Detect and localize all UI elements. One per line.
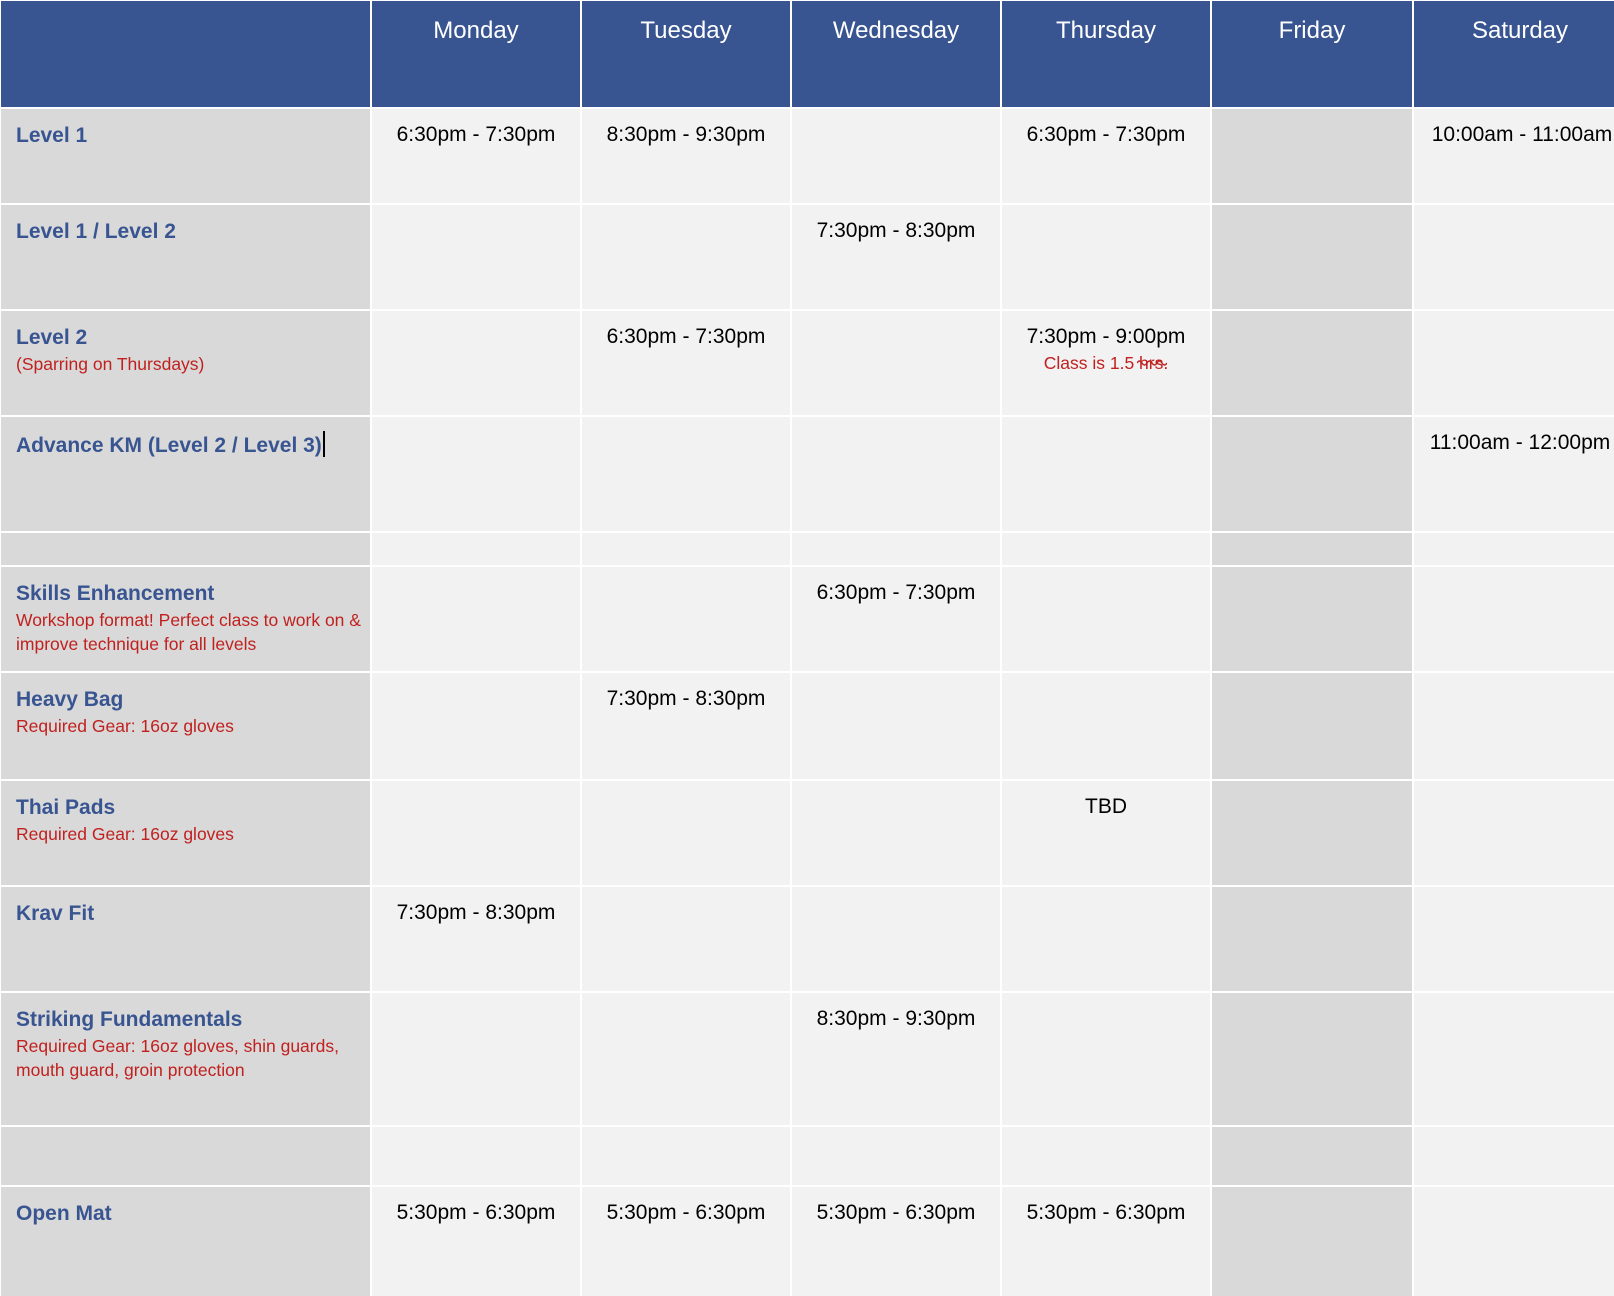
time-value: 7:30pm - 9:00pm <box>1026 325 1186 348</box>
empty-cell[interactable] <box>1414 1127 1614 1185</box>
time-cell-saturday[interactable] <box>1414 205 1614 309</box>
empty-cell[interactable] <box>372 1127 580 1185</box>
time-cell-monday[interactable] <box>372 417 580 531</box>
class-note: Required Gear: 16oz gloves <box>16 716 234 736</box>
time-cell-friday[interactable] <box>1212 993 1412 1125</box>
time-cell-tuesday[interactable]: 5:30pm - 6:30pm <box>582 1187 790 1296</box>
header-corner-cell <box>1 1 370 107</box>
time-cell-thursday[interactable] <box>1002 673 1210 779</box>
empty-cell[interactable] <box>792 533 1000 565</box>
empty-cell[interactable] <box>1212 1127 1412 1185</box>
class-title: Level 1 <box>16 124 88 147</box>
row-label-thai-pads[interactable] <box>1 781 370 885</box>
row-label-skills-enhancement[interactable] <box>1 567 370 671</box>
time-cell-wednesday[interactable] <box>792 781 1000 885</box>
header-tuesday: Tuesday <box>582 1 790 107</box>
time-cell-thursday[interactable]: 6:30pm - 7:30pm <box>1002 109 1210 203</box>
time-cell-tuesday[interactable]: 7:30pm - 8:30pm <box>582 673 790 779</box>
time-cell-wednesday[interactable]: 6:30pm - 7:30pm <box>792 567 1000 671</box>
time-cell-saturday[interactable]: 10:00am - 11:00am <box>1414 109 1614 203</box>
time-cell-wednesday[interactable] <box>792 311 1000 415</box>
time-cell-wednesday[interactable]: 8:30pm - 9:30pm <box>792 993 1000 1125</box>
empty-cell[interactable] <box>372 533 580 565</box>
class-note: Required Gear: 16oz gloves <box>16 824 234 844</box>
time-cell-monday[interactable] <box>372 311 580 415</box>
time-cell-saturday[interactable] <box>1414 993 1614 1125</box>
class-title: Open Mat <box>16 1202 112 1225</box>
row-label-level-2[interactable] <box>1 311 370 415</box>
time-cell-thursday[interactable] <box>1002 311 1210 415</box>
header-friday: Friday <box>1212 1 1412 107</box>
time-cell-friday[interactable] <box>1212 1187 1412 1296</box>
time-cell-wednesday[interactable] <box>792 109 1000 203</box>
time-cell-thursday[interactable] <box>1002 417 1210 531</box>
time-cell-thursday[interactable]: 5:30pm - 6:30pm <box>1002 1187 1210 1296</box>
time-cell-tuesday[interactable]: 6:30pm - 7:30pm <box>582 311 790 415</box>
time-cell-saturday[interactable] <box>1414 781 1614 885</box>
time-cell-thursday[interactable] <box>1002 993 1210 1125</box>
class-title: Krav Fit <box>16 902 95 925</box>
time-cell-thursday[interactable] <box>1002 567 1210 671</box>
header-thursday: Thursday <box>1002 1 1210 107</box>
time-cell-saturday[interactable]: 11:00am - 12:00pm <box>1414 417 1614 531</box>
time-cell-monday[interactable] <box>372 993 580 1125</box>
empty-cell[interactable] <box>582 1127 790 1185</box>
class-title: Level 1 / Level 2 <box>16 220 176 243</box>
time-cell-thursday[interactable] <box>1002 887 1210 991</box>
time-cell-tuesday[interactable] <box>582 781 790 885</box>
time-cell-monday[interactable]: 7:30pm - 8:30pm <box>372 887 580 991</box>
row-label-advance-km[interactable] <box>1 417 370 531</box>
row-label-level-1[interactable] <box>1 109 370 203</box>
header-wednesday: Wednesday <box>792 1 1000 107</box>
class-note: (Sparring on Thursdays) <box>16 354 205 374</box>
row-label-krav-fit[interactable] <box>1 887 370 991</box>
spellcheck-squiggle <box>1137 359 1167 367</box>
time-cell-thursday[interactable]: TBD <box>1002 781 1210 885</box>
time-cell-friday[interactable] <box>1212 205 1412 309</box>
time-cell-monday[interactable]: 5:30pm - 6:30pm <box>372 1187 580 1296</box>
time-cell-monday[interactable]: 6:30pm - 7:30pm <box>372 109 580 203</box>
empty-cell[interactable] <box>1414 533 1614 565</box>
row-label-empty[interactable] <box>1 533 370 565</box>
thursday-class-note: Class is 1.5 hrs. <box>1043 353 1169 373</box>
time-cell-friday[interactable] <box>1212 417 1412 531</box>
time-cell-friday[interactable] <box>1212 781 1412 885</box>
class-title: Skills Enhancement <box>16 582 215 605</box>
text-cursor <box>323 431 325 457</box>
time-cell-friday[interactable] <box>1212 109 1412 203</box>
time-cell-tuesday[interactable]: 8:30pm - 9:30pm <box>582 109 790 203</box>
empty-cell[interactable] <box>792 1127 1000 1185</box>
header-saturday: Saturday <box>1414 1 1614 107</box>
class-title: Striking Fundamentals <box>16 1008 243 1031</box>
time-cell-wednesday[interactable] <box>792 417 1000 531</box>
time-cell-tuesday[interactable] <box>582 567 790 671</box>
time-cell-friday[interactable] <box>1212 887 1412 991</box>
time-cell-friday[interactable] <box>1212 673 1412 779</box>
empty-cell[interactable] <box>1002 1127 1210 1185</box>
row-label-striking-fundamentals[interactable] <box>1 993 370 1125</box>
class-title: Thai Pads <box>16 796 116 819</box>
time-cell-monday[interactable] <box>372 205 580 309</box>
time-cell-thursday[interactable] <box>1002 205 1210 309</box>
time-cell-saturday[interactable] <box>1414 567 1614 671</box>
time-cell-tuesday[interactable] <box>582 993 790 1125</box>
time-cell-monday[interactable] <box>372 673 580 779</box>
empty-cell[interactable] <box>582 533 790 565</box>
row-label-heavy-bag[interactable] <box>1 673 370 779</box>
row-label-open-mat[interactable] <box>1 1187 370 1296</box>
time-cell-tuesday[interactable] <box>582 887 790 991</box>
class-title: Advance KM (Level 2 / Level 3) <box>16 434 322 457</box>
time-cell-saturday[interactable] <box>1414 673 1614 779</box>
empty-cell[interactable] <box>1002 533 1210 565</box>
row-label-empty[interactable] <box>1 1127 370 1185</box>
time-cell-wednesday[interactable]: 5:30pm - 6:30pm <box>792 1187 1000 1296</box>
empty-cell[interactable] <box>1212 533 1412 565</box>
header-monday: Monday <box>372 1 580 107</box>
time-cell-saturday[interactable] <box>1414 311 1614 415</box>
time-cell-saturday[interactable] <box>1414 1187 1614 1296</box>
time-cell-saturday[interactable] <box>1414 887 1614 991</box>
class-note: Workshop format! Perfect class to work on & improve technique for all levels <box>16 610 361 654</box>
time-cell-monday[interactable] <box>372 781 580 885</box>
time-cell-wednesday[interactable] <box>792 673 1000 779</box>
time-cell-monday[interactable] <box>372 567 580 671</box>
time-cell-friday[interactable] <box>1212 311 1412 415</box>
row-label-level-1-level-2[interactable] <box>1 205 370 309</box>
time-cell-wednesday[interactable]: 7:30pm - 8:30pm <box>792 205 1000 309</box>
time-cell-wednesday[interactable] <box>792 887 1000 991</box>
class-note: Required Gear: 16oz gloves, shin guards, mouth guard, groin protection <box>16 1036 339 1080</box>
class-title: Heavy Bag <box>16 688 124 711</box>
time-cell-tuesday[interactable] <box>582 417 790 531</box>
time-cell-friday[interactable] <box>1212 567 1412 671</box>
class-title: Level 2 <box>16 326 88 349</box>
time-cell-tuesday[interactable] <box>582 205 790 309</box>
